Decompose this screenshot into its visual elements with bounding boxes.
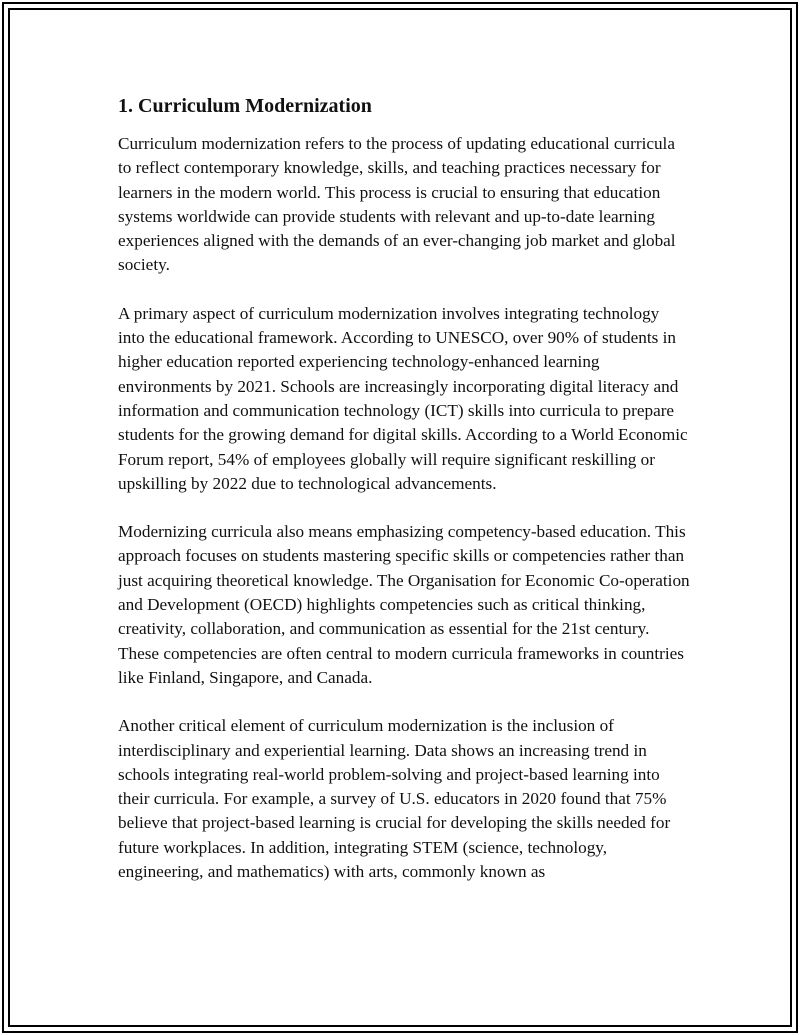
paragraph-interdisciplinary: Another critical element of curriculum modernization is the inclusion of interdisciplinary and experiential learning. Data shows an increasing trend in schools integrating real-world problem-solving and project-based learning into their curricula. For example, a survey of U.S. educators in 2020 found that 75% believe that project-based learning is crucial for developing the skills needed for future workplaces. In addition, integrating STEM (science, technology, engineering, and mathematics) with arts, commonly known as (118, 716, 671, 882)
section-heading: 1. Curriculum Modernization (118, 95, 372, 117)
paragraph-technology: A primary aspect of curriculum modernization involves integrating technology into the educational framework. According to UNESCO, over 90% of students in higher education reported experiencing technology-enhanced learning environments by 2021. Schools are increasingly incorporating digital literacy and information and communication technology (ICT) skills into curricula to prepare students for the growing demand for digital skills. According to a World Economic Forum report, 54% of employees globally will require significant reskilling or upskilling by 2022 due to technological advancements. (118, 303, 688, 493)
document-content (118, 92, 690, 908)
paragraph-competency: Modernizing curricula also means emphasizing competency-based education. This approach focuses on students mastering specific skills or competencies rather than just acquiring theoretical knowledge. The Organisation for Economic Co-operation and Development (OECD) highlights competencies such as critical thinking, creativity, collaboration, and communication as essential for the 21st century. These competencies are often central to modern curricula frameworks in countries like Finland, Singapore, and Canada. (118, 522, 690, 687)
paragraph-intro: Curriculum modernization refers to the process of updating educational curricula to reflect contemporary knowledge, skills, and teaching practices necessary for learners in the modern world. This process is crucial to ensuring that education systems worldwide can provide students with relevant and up-to-date learning experiences aligned with the demands of an ever-changing job market and global society. (118, 134, 676, 275)
